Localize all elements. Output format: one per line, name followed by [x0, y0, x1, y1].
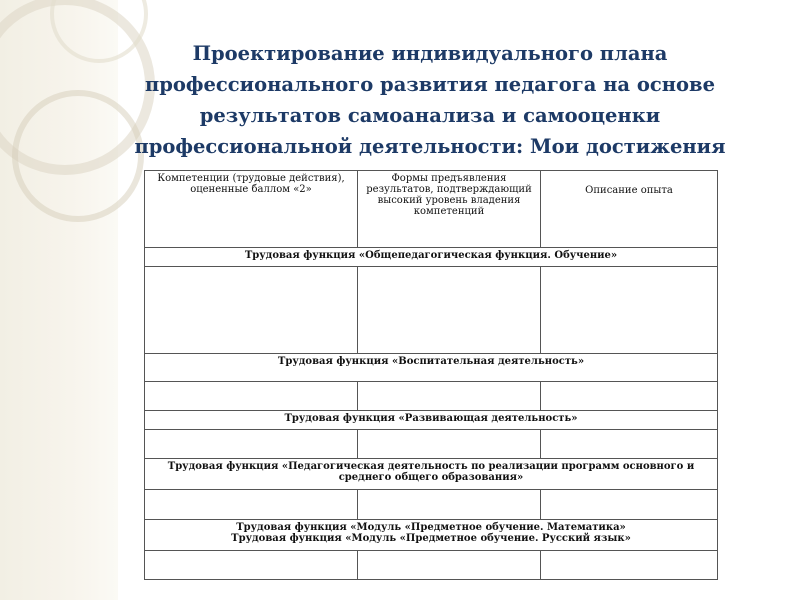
table-row [145, 490, 718, 520]
table-cell[interactable] [358, 267, 541, 354]
table-cell[interactable] [358, 490, 541, 520]
title-line: результатов самоанализа и самооценки [199, 104, 661, 127]
table-header-row [145, 171, 718, 248]
table-cell[interactable] [145, 430, 358, 459]
section-label: Трудовая функция «Воспитательная деятельность» [145, 354, 718, 382]
header-cell-forms: Формы предъявления результатов, подтверждающий высокий уровень владения компетенций [358, 171, 541, 248]
table-cell[interactable] [145, 382, 358, 411]
header-cell-description: Описание опыта [541, 171, 718, 248]
section-row [145, 354, 718, 382]
section-row [145, 411, 718, 430]
table-cell[interactable] [541, 430, 718, 459]
title-line: Проектирование индивидуального плана [192, 42, 668, 65]
section-row [145, 520, 718, 551]
section-label: Трудовая функция «Педагогическая деятельность по реализации программ основного и среднего общего образования» [145, 459, 718, 490]
section-label-line: Трудовая функция «Модуль «Предметное обучение. Русский язык» [231, 533, 631, 544]
table-cell[interactable] [541, 490, 718, 520]
table-cell[interactable] [541, 267, 718, 354]
table-cell[interactable] [145, 490, 358, 520]
section-label [145, 520, 718, 551]
table-cell[interactable] [541, 551, 718, 580]
table-cell[interactable] [358, 430, 541, 459]
table-cell[interactable] [541, 382, 718, 411]
table-cell[interactable] [358, 382, 541, 411]
section-row [145, 459, 718, 490]
table-cell[interactable] [358, 551, 541, 580]
section-label: Трудовая функция «Общепедагогическая функция. Обучение» [145, 248, 718, 267]
table-row [145, 382, 718, 411]
decorative-side-band [0, 0, 118, 600]
section-label-line: Трудовая функция «Модуль «Предметное обучение. Математика» [236, 522, 626, 533]
title-line: профессионального развития педагога на основе [145, 73, 715, 96]
section-label: Трудовая функция «Развивающая деятельность» [145, 411, 718, 430]
table-row [145, 551, 718, 580]
development-plan-table [144, 170, 718, 580]
slide-title [110, 38, 750, 162]
table-cell[interactable] [145, 267, 358, 354]
title-line: профессиональной деятельности: Мои достижения [134, 135, 726, 158]
section-row [145, 248, 718, 267]
table-cell[interactable] [145, 551, 358, 580]
table-row [145, 267, 718, 354]
header-cell-competencies: Компетенции (трудовые действия), оцененные баллом «2» [145, 171, 358, 248]
table-row [145, 430, 718, 459]
